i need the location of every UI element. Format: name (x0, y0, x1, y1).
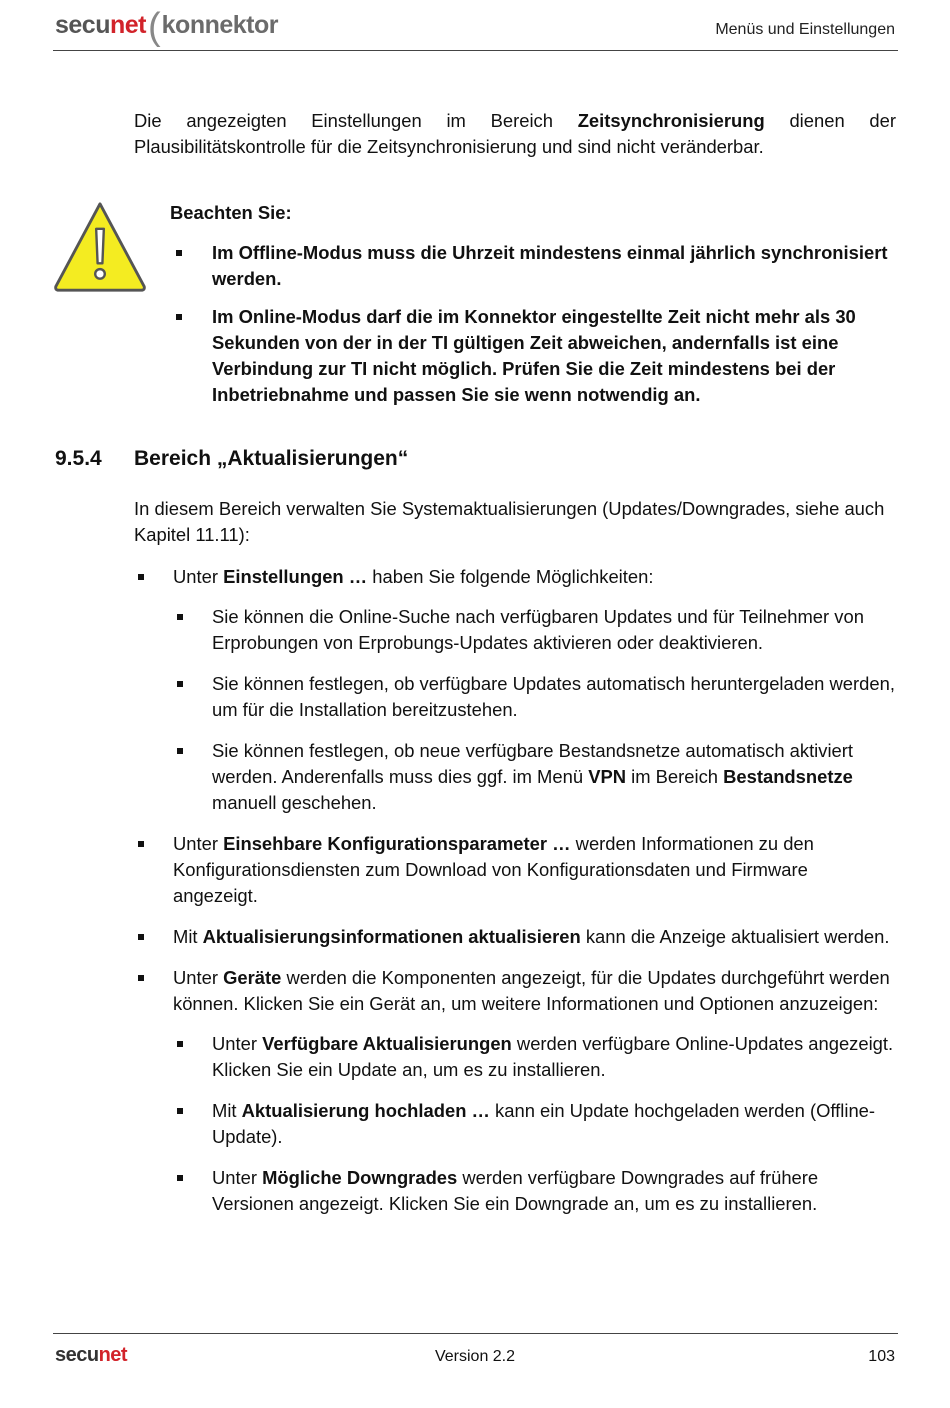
sub-list-item-text: Unter (212, 1167, 263, 1188)
header-rule (53, 50, 898, 51)
list-item-bold-term: Aktualisierungsinformationen aktualisieren (202, 926, 581, 947)
list-item-text: werden Informationen zu den Konfigurationsdiensten zum Download von Konfigurationsdaten und Firmware angezeigt. (173, 833, 814, 906)
list-item-text: Mit (173, 926, 203, 947)
sub-list-item (173, 1098, 896, 1150)
list-item-text: Unter (173, 967, 224, 988)
section-title: Bereich „Aktualisierungen“ (134, 447, 409, 470)
section-body (134, 496, 896, 1232)
logo-konnektor-text: konnektor (161, 11, 278, 39)
list-item-konfigurationsparameter (134, 831, 896, 909)
footer-rule (53, 1333, 898, 1334)
list-item-text: Unter (173, 833, 224, 854)
footer-page-number: 103 (868, 1348, 895, 1365)
list-item-bold-term: Einstellungen … (223, 566, 368, 587)
footer-version: Version 2.2 (434, 1348, 516, 1365)
list-item-bold-term: Geräte (223, 967, 282, 988)
logo-secu-text: secu (55, 11, 110, 39)
intro-text-1: Die angezeigten Einstellungen im Bereich (134, 110, 578, 131)
warning-triangle-icon (52, 200, 148, 296)
warning-note-body (170, 200, 898, 420)
list-item-bold-term: Einsehbare Konfigurationsparameter … (223, 833, 571, 854)
footer-logo-net-text: net (98, 1344, 128, 1366)
section-bullet-list (134, 564, 896, 1217)
sub-list-item-bold-term: VPN (588, 766, 627, 787)
sub-bullet-list (173, 604, 896, 816)
warning-note-title: Beachten Sie: (170, 202, 292, 223)
warning-note-list (170, 240, 898, 408)
sub-list-item (173, 738, 896, 816)
header-chapter-title: Menüs und Einstellungen (715, 21, 895, 38)
intro-text-2: dienen der Plausibilitätskontrolle für die Zeitsynchronisierung und sind nicht veränderbar. (134, 110, 897, 157)
sub-list-item-text: im Bereich (626, 766, 724, 787)
sub-list-item-bold-term: Aktualisierung hochladen … (241, 1100, 490, 1121)
sub-list-item-text: kann ein Update hochgeladen werden (Offline-Update). (212, 1100, 876, 1147)
sub-bullet-list (173, 1031, 896, 1217)
sub-list-item-text: manuell geschehen. (212, 792, 377, 813)
list-item-text: haben Sie folgende Möglichkeiten: (367, 566, 654, 587)
footer-logo-secu-text: secu (55, 1344, 99, 1366)
warning-note-item: Im Offline-Modus muss die Uhrzeit mindestens einmal jährlich synchronisiert werden. (170, 240, 898, 292)
sub-list-item: Sie können die Online-Suche nach verfügbaren Updates und für Teilnehmer von Erprobungen von Erprobungs-Updates aktivieren oder deaktivieren. (173, 604, 896, 656)
list-item-einstellungen (134, 564, 896, 816)
logo-paren: ( (147, 6, 161, 48)
list-item-aktualisierungsinformationen (134, 924, 896, 950)
sub-list-item: Sie können festlegen, ob verfügbare Updates automatisch heruntergeladen werden, um für die Installation bereitzustehen. (173, 671, 896, 723)
sub-list-item-text: werden verfügbare Downgrades auf frühere Versionen angezeigt. Klicken Sie ein Downgrade an, um es zu installieren. (212, 1167, 819, 1214)
sub-list-item-bold-term: Verfügbare Aktualisierungen (262, 1033, 512, 1054)
section-heading (55, 447, 408, 471)
intro-bold-term: Zeitsynchronisierung (577, 110, 765, 131)
sub-list-item-text: Unter (212, 1033, 263, 1054)
intro-paragraph-block (134, 108, 896, 160)
sub-list-item (173, 1031, 896, 1083)
sub-list-item (173, 1165, 896, 1217)
section-intro-paragraph: In diesem Bereich verwalten Sie Systemaktualisierungen (Updates/Downgrades, siehe auch Kapitel 11.11): (134, 498, 885, 545)
page-header (0, 0, 950, 60)
sub-list-item-text: werden verfügbare Online-Updates angezeigt. Klicken Sie ein Update an, um es zu installieren. (212, 1033, 894, 1080)
sub-list-item-bold-term: Bestandsnetze (723, 766, 853, 787)
list-item-text: Unter (173, 566, 224, 587)
intro-paragraph (134, 108, 896, 160)
sub-list-item-bold-term: Mögliche Downgrades (262, 1167, 458, 1188)
logo-net-text: net (109, 11, 146, 39)
section-number: 9.5.4 (55, 447, 102, 470)
list-item-geraete (134, 965, 896, 1217)
secunet-konnektor-logo (55, 2, 278, 48)
sub-list-item-text: Mit (212, 1100, 242, 1121)
list-item-text: werden die Komponenten angezeigt, für die Updates durchgeführt werden können. Klicken Sie ein Gerät an, um weitere Informationen und Optionen anzuzeigen: (173, 967, 890, 1014)
list-item-text: kann die Anzeige aktualisiert werden. (580, 926, 890, 947)
sub-list-item-text: Sie können festlegen, ob neue verfügbare Bestandsnetze automatisch aktiviert werden. Anderenfalls muss dies ggf. im Menü (212, 740, 854, 787)
warning-note-item: Im Online-Modus darf die im Konnektor eingestellte Zeit nicht mehr als 30 Sekunden von der in der TI gültigen Zeit abweichen, andernfalls ist eine Verbindung zur TI nicht möglich. Prüfen Sie die Zeit mindestens bei der Inbetriebnahme und passen Sie sie wenn notwendig an. (170, 304, 898, 408)
